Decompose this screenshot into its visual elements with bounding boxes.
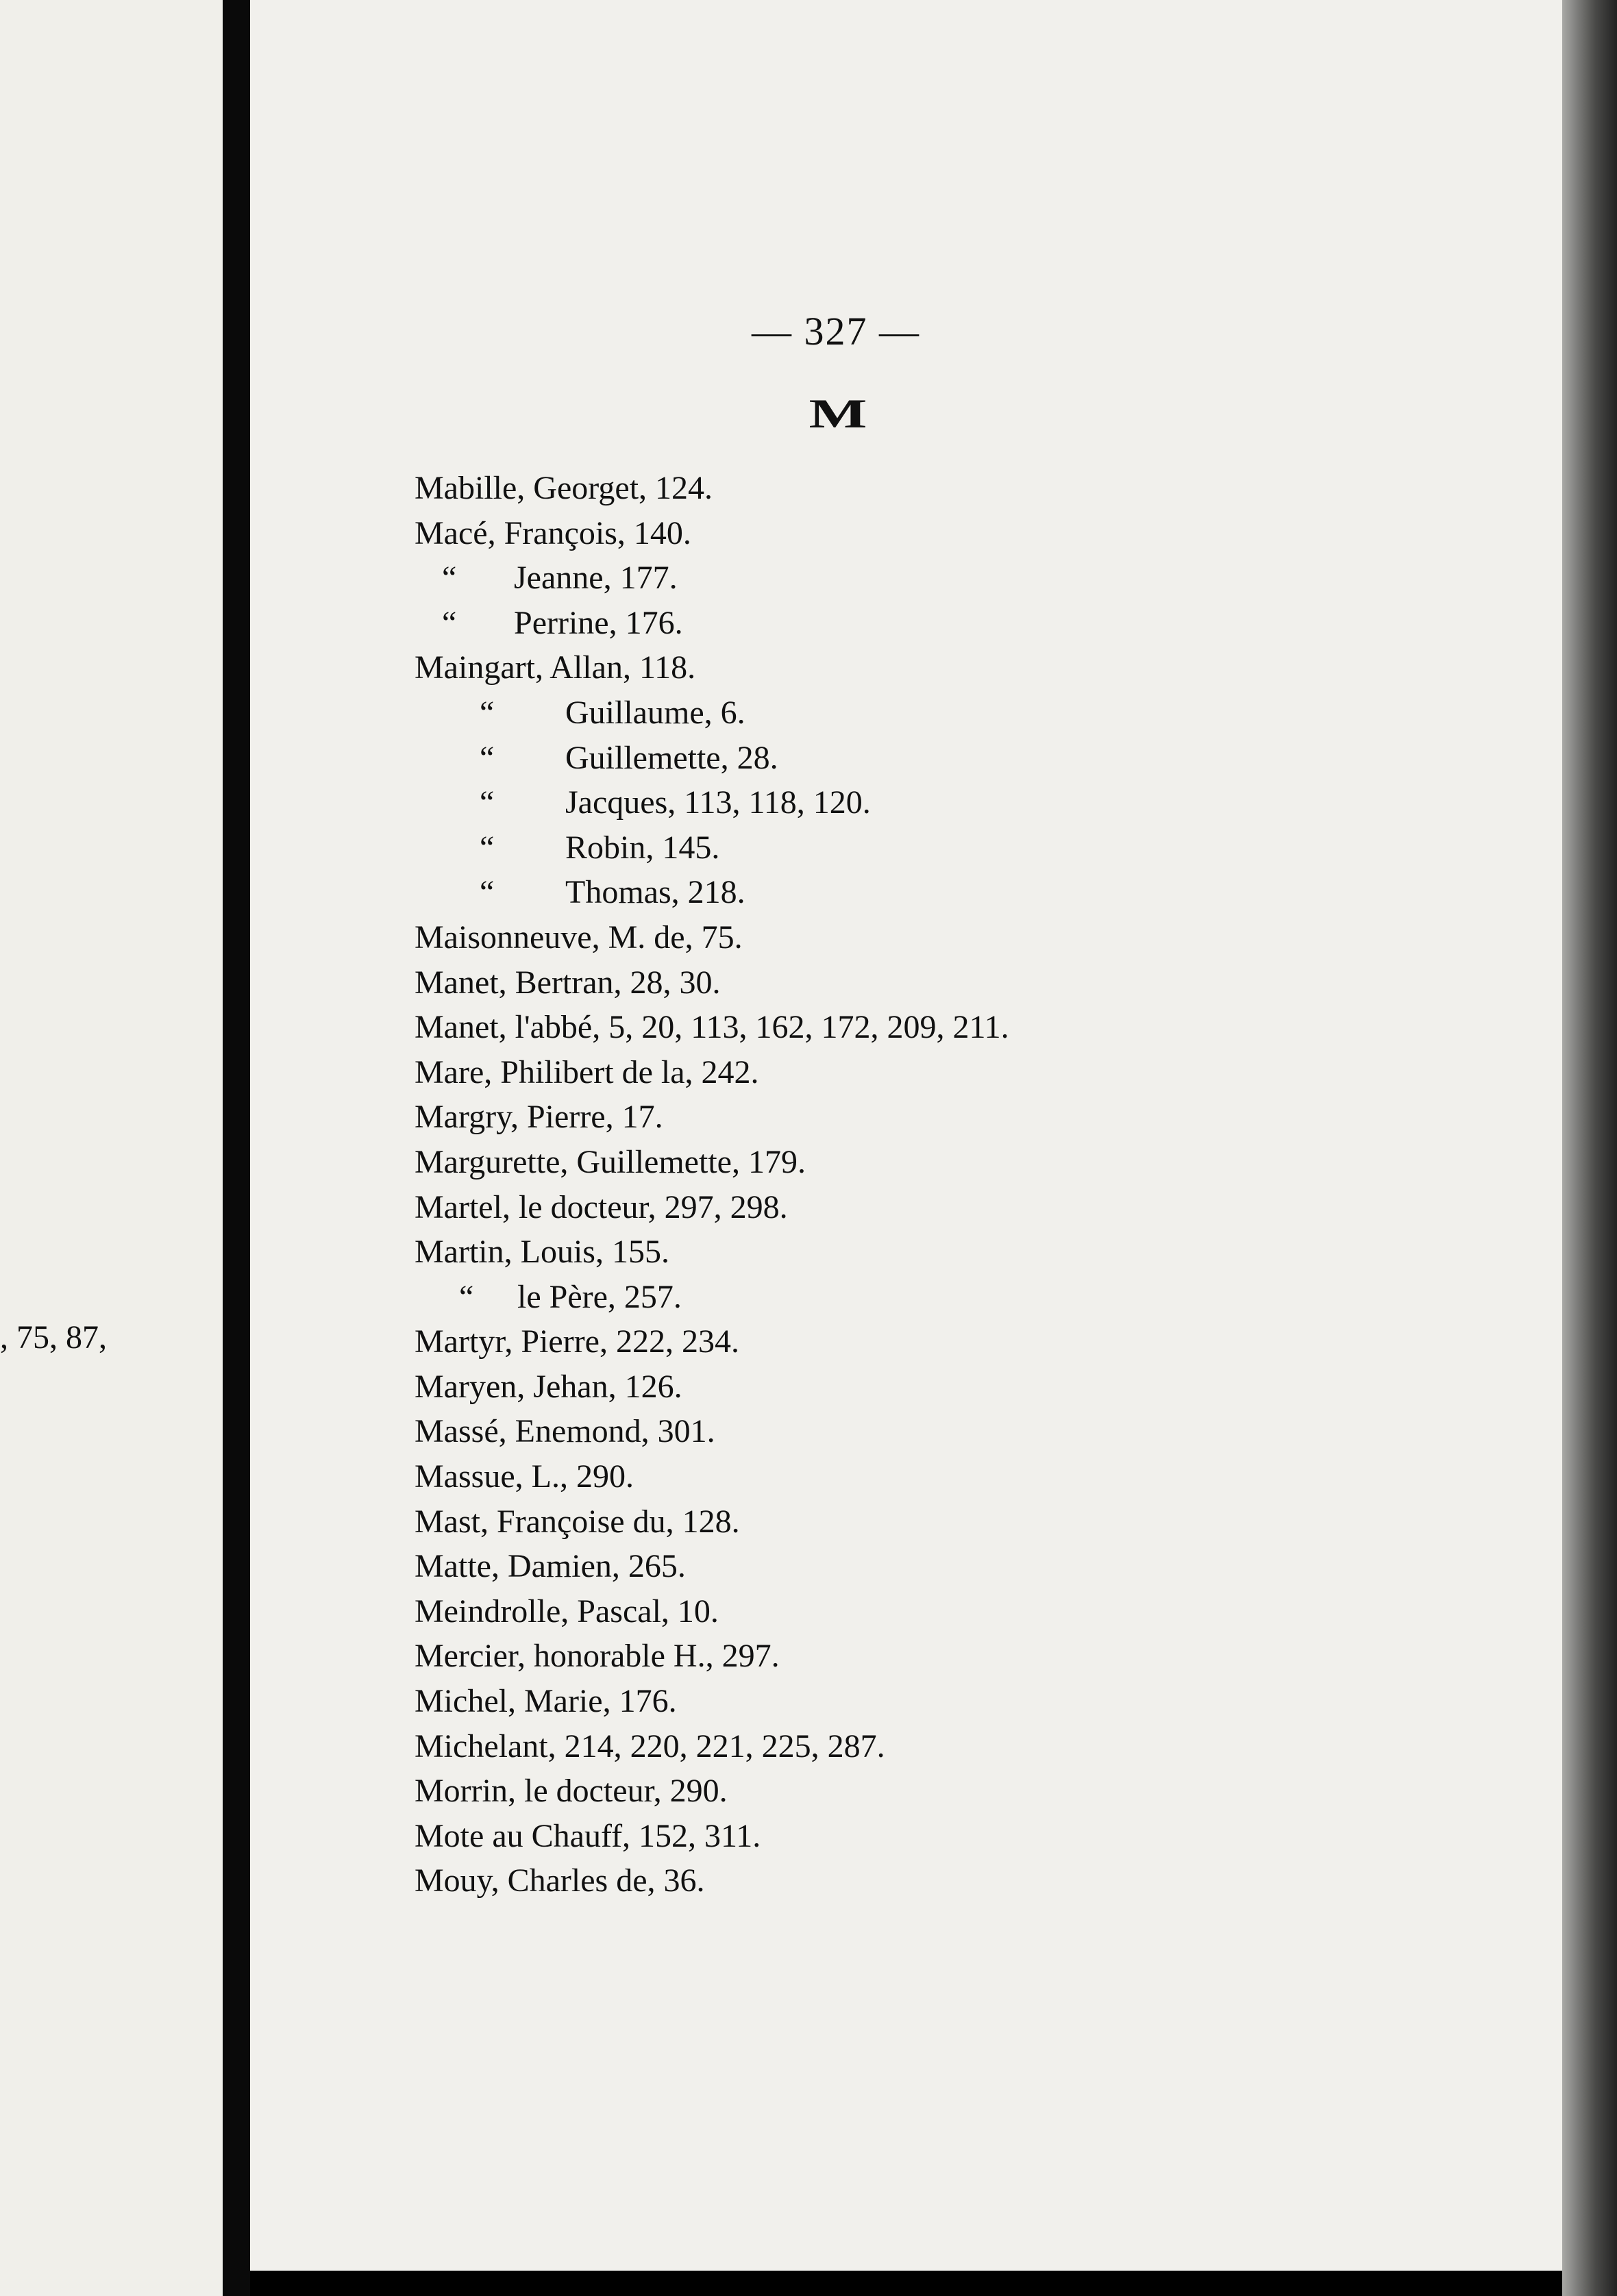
index-entry	[415, 1679, 1511, 1724]
entry-text: Michel, Marie, 176.	[415, 1683, 677, 1720]
page-edge-shadow	[1562, 0, 1617, 2296]
entry-text: Jeanne, 177.	[514, 560, 678, 597]
ditto-mark: “	[480, 694, 495, 731]
entry-text: Guillaume, 6.	[565, 694, 745, 731]
book-gutter	[223, 0, 250, 2296]
index-entry	[415, 1364, 1511, 1410]
index-entry	[415, 1050, 1511, 1095]
index-entry	[415, 915, 1511, 960]
index-entry	[415, 1409, 1511, 1454]
index-entry	[415, 1634, 1511, 1679]
entry-text: Massé, Enemond, 301.	[415, 1413, 715, 1450]
entry-text: Matte, Damien, 265.	[415, 1548, 686, 1585]
ditto-mark: “	[480, 739, 495, 776]
entry-text: Mare, Philibert de la, 242.	[415, 1053, 759, 1090]
entry-text: Maryen, Jehan, 126.	[415, 1368, 682, 1405]
entry-text: Mast, Françoise du, 128.	[415, 1503, 740, 1540]
index-entry	[415, 1454, 1511, 1499]
entry-text: Perrine, 176.	[514, 604, 683, 641]
entry-text: Thomas, 218.	[565, 874, 745, 911]
index-entry	[415, 1544, 1511, 1589]
index-entry	[415, 1140, 1511, 1185]
entry-text: Mabille, Georget, 124.	[415, 470, 713, 506]
entry-text: Jacques, 113, 118, 120.	[565, 784, 871, 821]
ditto-mark: “	[480, 874, 495, 911]
ditto-mark: “	[480, 784, 495, 821]
entry-text: Mote au Chauff, 152, 311.	[415, 1817, 761, 1854]
index-entry	[415, 1499, 1511, 1545]
entry-text: Massue, L., 290.	[415, 1458, 634, 1495]
index-entry	[415, 466, 1511, 511]
index-entry	[415, 1858, 1511, 1904]
index-entry	[415, 1005, 1511, 1050]
index-entry	[415, 1095, 1511, 1140]
entry-text: Mercier, honorable H., 297.	[415, 1638, 780, 1675]
index-subentry	[415, 825, 1511, 871]
left-facing-page	[0, 0, 223, 2296]
entry-text: Robin, 145.	[565, 829, 720, 866]
page-number: — 327 —	[752, 309, 920, 353]
ditto-mark: “	[459, 1278, 474, 1315]
entry-text: Morrin, le docteur, 290.	[415, 1773, 728, 1810]
entry-text: Michelant, 214, 220, 221, 225, 287.	[415, 1727, 885, 1764]
entry-text: Margurette, Guillemette, 179.	[415, 1143, 806, 1180]
index-subentry	[415, 736, 1511, 781]
index-entry	[415, 960, 1511, 1006]
index-entry-list	[415, 466, 1511, 1904]
index-subentry	[415, 690, 1511, 736]
entry-text: Manet, Bertran, 28, 30.	[415, 964, 721, 1001]
index-entry	[415, 1185, 1511, 1230]
index-subentry	[415, 780, 1511, 825]
index-subentry	[415, 556, 1511, 601]
entry-text: Martel, le docteur, 297, 298.	[415, 1188, 788, 1225]
entry-text: Maisonneuve, M. de, 75.	[415, 919, 743, 956]
index-entry	[415, 511, 1511, 556]
index-entry	[415, 1319, 1511, 1364]
index-entry	[415, 1230, 1511, 1275]
ditto-mark: “	[442, 604, 457, 641]
entry-text: Meindrolle, Pascal, 10.	[415, 1593, 719, 1630]
entry-text: Martyr, Pierre, 222, 234.	[415, 1323, 739, 1360]
index-subentry	[415, 601, 1511, 646]
index-entry	[415, 645, 1511, 690]
entry-text: Maingart, Allan, 118.	[415, 649, 696, 686]
entry-text: Guillemette, 28.	[565, 739, 778, 776]
section-letter-heading: M	[808, 391, 863, 436]
ditto-mark: “	[442, 560, 457, 597]
entry-text: Martin, Louis, 155.	[415, 1234, 669, 1271]
index-subentry	[415, 870, 1511, 915]
ditto-mark: “	[480, 829, 495, 866]
entry-text: Manet, l'abbé, 5, 20, 113, 162, 172, 209, 211.	[415, 1009, 1009, 1046]
left-page-text-fragment: , 75, 87,	[0, 1319, 107, 1356]
index-entry	[415, 1769, 1511, 1814]
index-entry	[415, 1724, 1511, 1769]
entry-text: Macé, François, 140.	[415, 514, 691, 551]
index-entry	[415, 1814, 1511, 1859]
entry-text: le Père, 257.	[517, 1278, 682, 1315]
index-subentry	[415, 1275, 1511, 1320]
entry-text: Mouy, Charles de, 36.	[415, 1862, 705, 1899]
index-entry	[415, 1589, 1511, 1634]
entry-text: Margry, Pierre, 17.	[415, 1099, 663, 1136]
